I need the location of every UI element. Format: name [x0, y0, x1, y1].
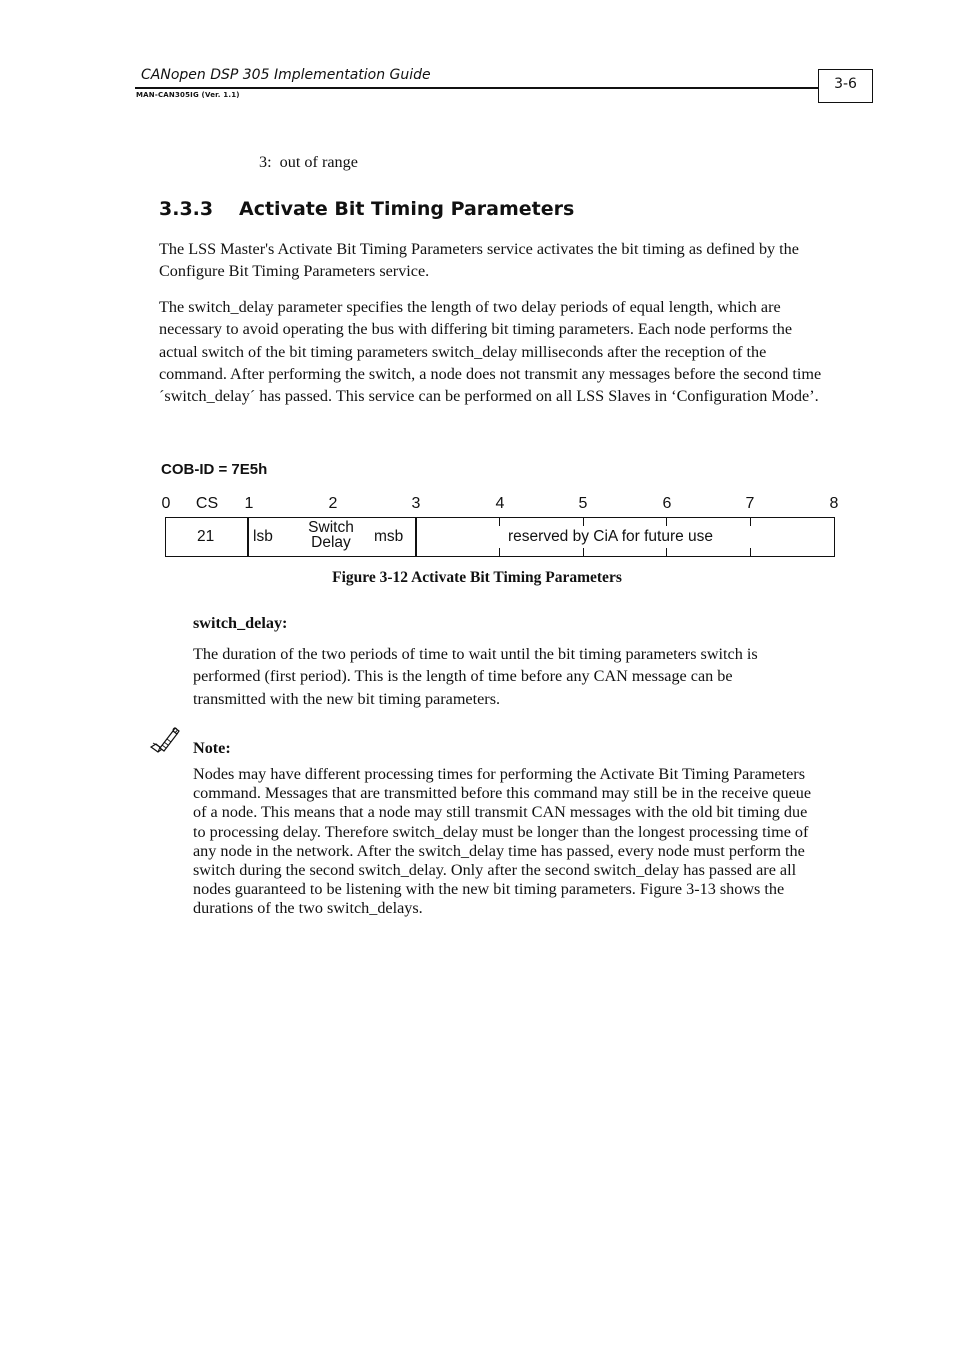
section-number: 3.3.3	[159, 198, 214, 220]
byte-label-cs: CS	[195, 495, 219, 512]
page-number: 3-6	[818, 69, 873, 103]
note-label: Note:	[193, 739, 231, 757]
section-title: Activate Bit Timing Parameters	[239, 198, 575, 220]
paragraph-intro: The LSS Master's Activate Bit Timing Parameters service activates the bit timing as defined by the Configure Bit Timing Parameters service.	[159, 240, 799, 281]
cob-id-label: COB-ID = 7E5h	[161, 461, 268, 478]
frame-tick-bottom-6	[666, 548, 667, 557]
frame-tick-bottom-5	[583, 548, 584, 557]
frame-tick-7	[750, 517, 751, 526]
param-name: switch_delay:	[193, 614, 288, 632]
document-version: MAN-CAN305IG (Ver. 1.1)	[136, 91, 240, 99]
paragraph-switch-delay: The switch_delay parameter specifies the length of two delay periods of equal length, which are necessary to avoid operating the bus with differing bit timing parameters. Each node performs the actual switch of the bit timing parameters switch_delay milliseconds after the reception of the command. After performing the switch, a node does not transmit any messages before the second time ´switch_delay´ has passed. This service can be performed on all LSS Slaves in ‘Configuration Mode’.	[159, 298, 822, 406]
byte-label-8: 8	[829, 495, 839, 512]
figure-caption: Figure 3-12 Activate Bit Timing Parameters	[332, 569, 622, 586]
switch-delay-line1: Switch	[308, 519, 354, 536]
byte-label-4: 4	[495, 495, 505, 512]
msb-label: msb	[374, 528, 404, 545]
switch-delay-line2: Delay	[311, 534, 351, 551]
frame-divider-switch-delay	[415, 517, 417, 557]
reserved-label: reserved by CiA for future use	[508, 528, 714, 545]
byte-label-7: 7	[745, 495, 755, 512]
byte-label-6: 6	[662, 495, 672, 512]
frame-tick-bottom-7	[750, 548, 751, 557]
document-title: CANopen DSP 305 Implementation Guide	[141, 67, 431, 83]
byte-label-2: 2	[328, 495, 338, 512]
byte-label-5: 5	[578, 495, 588, 512]
header-rule	[135, 87, 819, 89]
note-text: Nodes may have different processing times for performing the Activate Bit Timing Parameters command. Messages that are transmitted before this command may still be in the receive queue of a node. This means that a node may still transmit CAN messages with the old bit timing due to processing delay. Therefore switch_delay must be longer than the longest processing time of any node in the network. After the switch_delay time has passed, every node must perform the switch during the second switch_delay. Only after the second switch_delay has passed are all nodes guaranteed to be listening with the new bit timing parameters. Figure 3-13 shows the durations of the two switch_delays.	[193, 765, 812, 918]
frame-tick-6	[666, 517, 667, 526]
switch-delay-field	[305, 520, 357, 550]
frame-divider-cs	[247, 517, 249, 557]
byte-label-1: 1	[244, 495, 254, 512]
lsb-label: lsb	[253, 528, 273, 545]
cs-value: 21	[197, 528, 215, 545]
list-item-out-of-range: 3: out of range	[259, 153, 358, 171]
note-pencil-icon	[148, 725, 180, 760]
frame-tick-bottom-4	[499, 548, 500, 557]
byte-label-0: 0	[161, 495, 171, 512]
frame-tick-4	[499, 517, 500, 526]
param-description: The duration of the two periods of time to wait until the bit timing parameters switch is performed (first period). This is the length of time before any CAN message can be transmitted with the new bit timing parameters.	[193, 645, 758, 708]
byte-label-3: 3	[411, 495, 421, 512]
section-heading	[159, 198, 574, 220]
frame-tick-5	[583, 517, 584, 526]
